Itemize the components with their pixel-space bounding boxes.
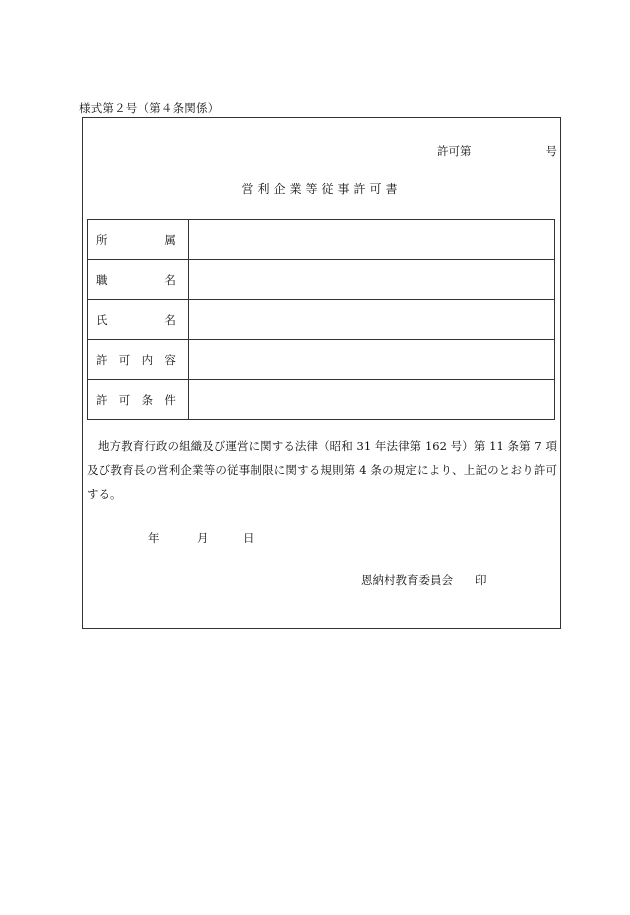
row-label-char: 氏 bbox=[96, 312, 108, 327]
row-label-char: 容 bbox=[164, 352, 176, 367]
table-row bbox=[88, 340, 555, 380]
row-label-text bbox=[96, 272, 176, 288]
row-label bbox=[88, 260, 189, 300]
row-label bbox=[88, 340, 189, 380]
row-label-char: 条 bbox=[141, 392, 154, 407]
permit-info-table bbox=[87, 219, 555, 420]
row-label-char: 件 bbox=[164, 392, 176, 407]
row-label-text bbox=[96, 352, 176, 368]
row-label-char: 職 bbox=[96, 272, 108, 287]
row-value bbox=[188, 380, 554, 420]
row-label bbox=[88, 380, 189, 420]
row-label-char: 属 bbox=[164, 232, 176, 247]
row-label-char: 所 bbox=[96, 232, 108, 247]
row-label-char: 内 bbox=[141, 352, 154, 367]
issuer-name: 恩納村教育委員会 bbox=[361, 573, 453, 587]
row-label-char: 可 bbox=[118, 392, 131, 407]
row-label bbox=[88, 220, 189, 260]
row-label-char: 可 bbox=[118, 352, 131, 367]
row-label bbox=[88, 300, 189, 340]
row-value bbox=[188, 340, 554, 380]
row-label-text bbox=[96, 312, 176, 328]
row-value bbox=[188, 260, 554, 300]
form-number: 様式第２号（第４条関係） bbox=[79, 101, 220, 115]
table-row bbox=[88, 260, 555, 300]
table-row bbox=[88, 300, 555, 340]
document-title: 営利企業等従事許可書 bbox=[241, 182, 402, 196]
issuer-line bbox=[361, 572, 487, 588]
row-value bbox=[188, 300, 554, 340]
row-value bbox=[188, 220, 554, 260]
permit-number-prefix: 許可第 bbox=[437, 144, 472, 158]
table-row bbox=[88, 220, 555, 260]
row-label-char: 名 bbox=[164, 272, 176, 287]
permit-number-line bbox=[437, 143, 557, 159]
row-label-char: 名 bbox=[164, 312, 176, 327]
date-day: 日 bbox=[243, 531, 255, 545]
table-row bbox=[88, 380, 555, 420]
row-label-char: 許 bbox=[96, 352, 108, 367]
date-year: 年 bbox=[148, 531, 160, 545]
legal-basis-text: 地方教育行政の組織及び運営に関する法律（昭和 31 年法律第 162 号）第 11 条第 7 項及び教育長の営利企業等の従事制限に関する規則第 4 条の規定により、上記のとおり許可する。 bbox=[87, 439, 557, 501]
date-month: 月 bbox=[197, 531, 209, 545]
row-label-text bbox=[96, 392, 176, 408]
issuer-seal: 印 bbox=[475, 573, 487, 587]
permit-number-suffix: 号 bbox=[545, 144, 557, 158]
row-label-text bbox=[96, 232, 176, 248]
row-label-char: 許 bbox=[96, 392, 108, 407]
